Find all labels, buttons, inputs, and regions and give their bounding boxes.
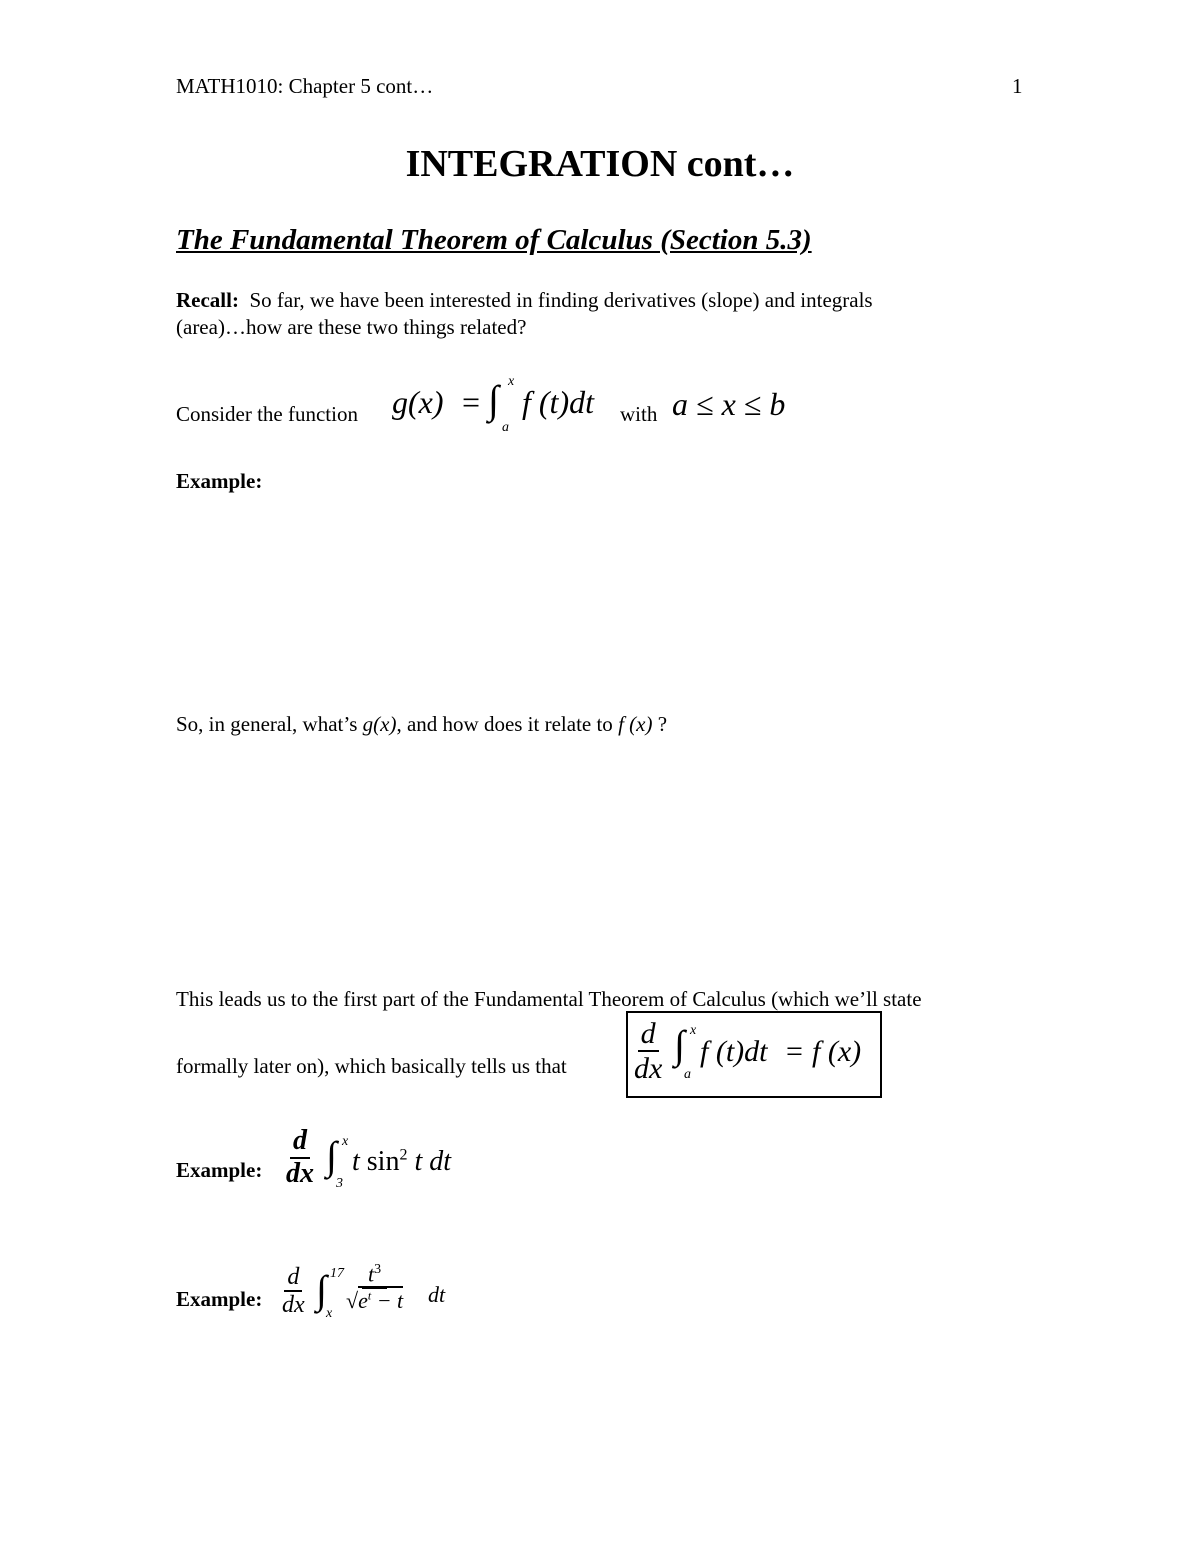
recall-label: Recall: bbox=[176, 288, 239, 312]
ex2-integral-sign: ∫ bbox=[326, 1133, 337, 1178]
ex2-integrand bbox=[352, 1146, 451, 1178]
ftc-rhs: f (x) bbox=[812, 1035, 862, 1068]
ex3-lower-limit: x bbox=[326, 1306, 333, 1321]
ex3-num-pow: 3 bbox=[374, 1262, 382, 1277]
ex3-dt: dt bbox=[428, 1282, 446, 1307]
ex2-d: d bbox=[290, 1126, 310, 1159]
general-question-part1: So, in general, what’s bbox=[176, 712, 358, 736]
ex2-rest: t dt bbox=[414, 1146, 452, 1177]
integrand: f (t)dt bbox=[522, 384, 594, 420]
page-number: 1 bbox=[1012, 74, 1023, 98]
ex3-dx: dx bbox=[282, 1292, 305, 1319]
page-title: INTEGRATION cont… bbox=[405, 143, 795, 185]
ex3-derivative-operator bbox=[282, 1264, 305, 1319]
recall-line1: So far, we have been interested in finding derivatives (slope) and integrals bbox=[249, 288, 873, 312]
equals-sign: = bbox=[462, 384, 481, 420]
fx-symbol: f (x) bbox=[618, 712, 653, 736]
section-heading: The Fundamental Theorem of Calculus (Section 5.3) bbox=[176, 224, 812, 256]
ex3-e-pow: t bbox=[367, 1288, 372, 1303]
ex3-e: e bbox=[358, 1287, 368, 1313]
ftc-integral-sign: ∫ bbox=[674, 1022, 685, 1067]
consider-text: Consider the function bbox=[176, 402, 358, 426]
ftc-lower-limit: a bbox=[684, 1067, 691, 1082]
example-label-3: Example: bbox=[176, 1287, 263, 1311]
ftc-dx: dx bbox=[634, 1052, 663, 1085]
example-label-1: Example: bbox=[176, 469, 263, 493]
gx-symbol: g(x) bbox=[362, 712, 397, 736]
ex3-upper-limit: 17 bbox=[330, 1266, 344, 1281]
ex2-upper-limit: x bbox=[342, 1134, 349, 1149]
ex3-integrand-fraction bbox=[346, 1262, 403, 1313]
recall-paragraph bbox=[176, 287, 1036, 341]
g-lhs: g(x) bbox=[392, 384, 444, 420]
ftc-d: d bbox=[638, 1017, 659, 1052]
ftc-integrand: f (t)dt bbox=[700, 1035, 768, 1068]
header-course: MATH1010: Chapter 5 cont… bbox=[176, 74, 434, 98]
ftc-line2: formally later on), which basically tells us that bbox=[176, 1054, 567, 1078]
ex3-denominator bbox=[346, 1289, 403, 1313]
ex2-lower-limit: 3 bbox=[336, 1176, 343, 1191]
recall-line2: (area)…how are these two things related? bbox=[176, 315, 527, 339]
ftc-equals: = bbox=[786, 1035, 803, 1068]
general-question-part2: , and how does it relate to bbox=[396, 712, 613, 736]
upper-limit: x bbox=[508, 374, 515, 389]
sqrt-icon: √ bbox=[346, 1287, 359, 1313]
ex3-num-t: t bbox=[368, 1261, 375, 1287]
ex2-t: t bbox=[352, 1146, 360, 1177]
example-label-2: Example: bbox=[176, 1158, 263, 1182]
ex2-dx: dx bbox=[286, 1157, 314, 1189]
ftc-boxed-formula bbox=[626, 1011, 882, 1098]
general-question bbox=[176, 711, 1036, 738]
lower-limit: a bbox=[502, 420, 509, 435]
ftc-line1: This leads us to the first part of the Fundamental Theorem of Calculus (which we’ll state bbox=[176, 987, 922, 1011]
g-definition-formula bbox=[392, 374, 812, 438]
ex3-numerator bbox=[362, 1262, 387, 1289]
ex3-integral-sign: ∫ bbox=[316, 1267, 327, 1312]
integral-sign: ∫ bbox=[488, 377, 499, 422]
ex3-radicand bbox=[358, 1286, 403, 1313]
ex2-sin: sin bbox=[366, 1146, 400, 1177]
ex2-derivative-operator bbox=[286, 1126, 314, 1190]
example2-formula bbox=[286, 1126, 486, 1206]
general-question-part3: ? bbox=[657, 712, 668, 736]
ex3-d: d bbox=[284, 1264, 302, 1292]
range-condition: a ≤ x ≤ b bbox=[672, 386, 786, 422]
with-text: with bbox=[620, 402, 658, 426]
ex3-den-rest: − t bbox=[371, 1287, 404, 1313]
ftc-derivative-operator bbox=[634, 1017, 662, 1085]
ftc-upper-limit: x bbox=[690, 1023, 697, 1038]
ex2-power: 2 bbox=[399, 1146, 408, 1164]
example3-formula bbox=[282, 1262, 482, 1342]
